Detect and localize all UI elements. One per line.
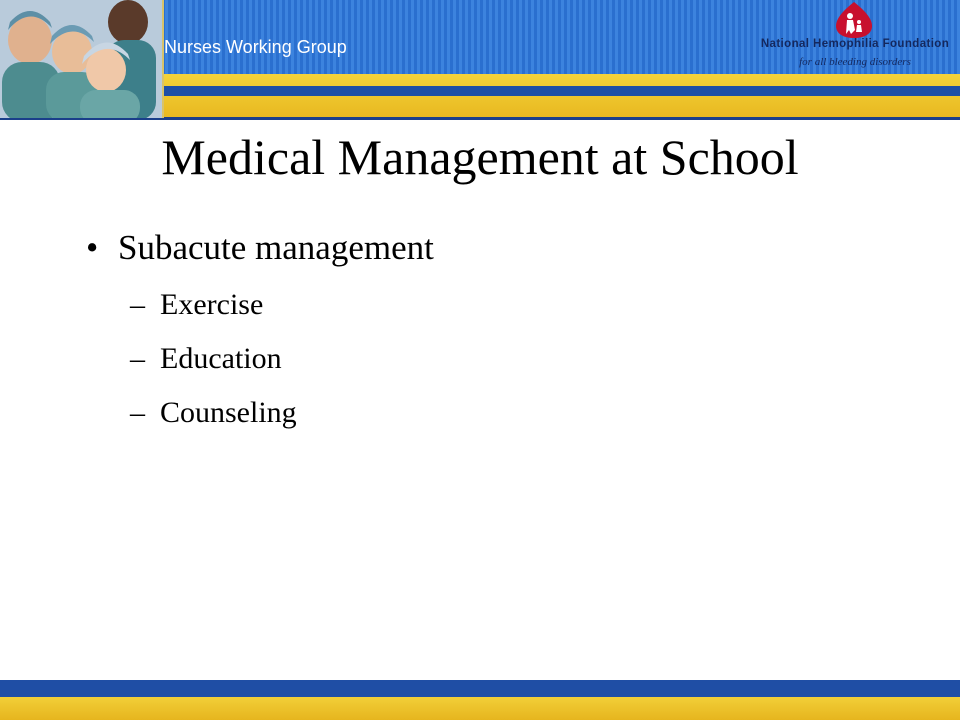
dash-icon: – [130, 288, 145, 321]
sub-item-text: Counseling [160, 396, 297, 429]
group-label: Nurses Working Group [164, 37, 347, 57]
nurses-photo-icon [0, 0, 164, 118]
sub-item-text: Education [160, 342, 282, 375]
slide-title: Medical Management at School [161, 129, 799, 185]
bullet-dot-icon: • [86, 228, 99, 267]
header-banner [0, 0, 960, 120]
bullet-text: Subacute management [118, 228, 434, 267]
footer-gold-stripe [0, 697, 960, 720]
bullet-item [86, 228, 434, 268]
sub-item-exercise [130, 288, 263, 322]
dash-icon: – [130, 396, 145, 429]
organization-tagline: for all bleeding disorders [799, 56, 911, 68]
footer-blue-stripe [0, 680, 960, 697]
sub-item-counseling [130, 396, 297, 430]
sub-item-text: Exercise [160, 288, 264, 321]
organization-name: National Hemophilia Foundation [760, 38, 950, 50]
sub-item-education [130, 342, 282, 376]
dash-icon: – [130, 342, 145, 375]
